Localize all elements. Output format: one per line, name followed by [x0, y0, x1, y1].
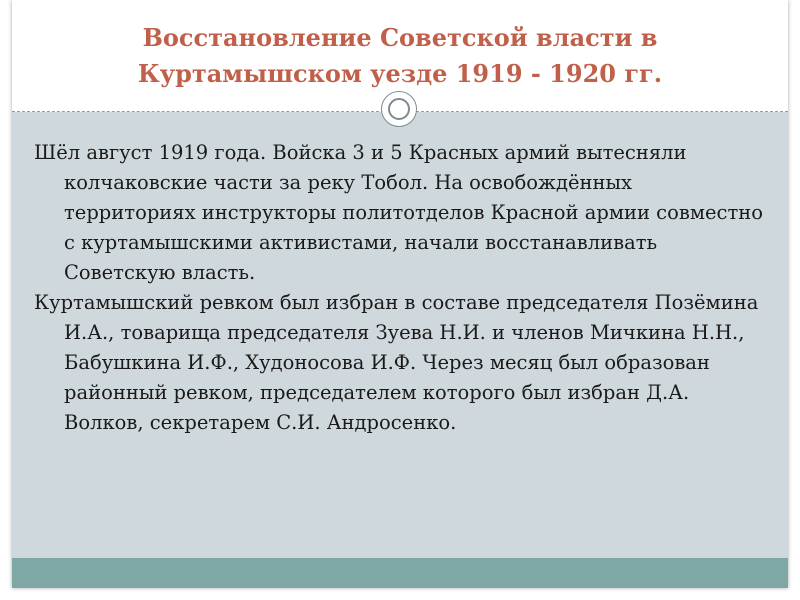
circle-ornament-icon [381, 91, 417, 127]
slide-title [118, 20, 682, 92]
slide-frame [12, 0, 788, 588]
content-area [12, 112, 788, 558]
circle-ornament-inner [388, 98, 410, 120]
title-line-1: Восстановление Советской власти в [142, 23, 658, 52]
footer-bar [12, 558, 788, 588]
body-text [34, 138, 768, 438]
paragraph-1: Шёл август 1919 года. Войска 3 и 5 Красных армий вытесняли колчаковские части за реку Тобол. На освобождённых территориях инструкторы политотделов Красной армии совместно с куртамышскими активистами, начали восстанавливать Советскую власть. [34, 141, 763, 284]
title-line-2: Куртамышском уезде 1919 - 1920 гг. [137, 59, 663, 88]
paragraph-2: Куртамышский ревком был избран в составе председателя Позёмина И.А., товарища председателя Зуева Н.И. и членов Мичкина Н.Н., Бабушкина И.Ф., Худоносова И.Ф. Через месяц был образован районный ревком, председателем которого был избран Д.А. Волков, секретарем С.И. Андросенко. [34, 291, 759, 434]
